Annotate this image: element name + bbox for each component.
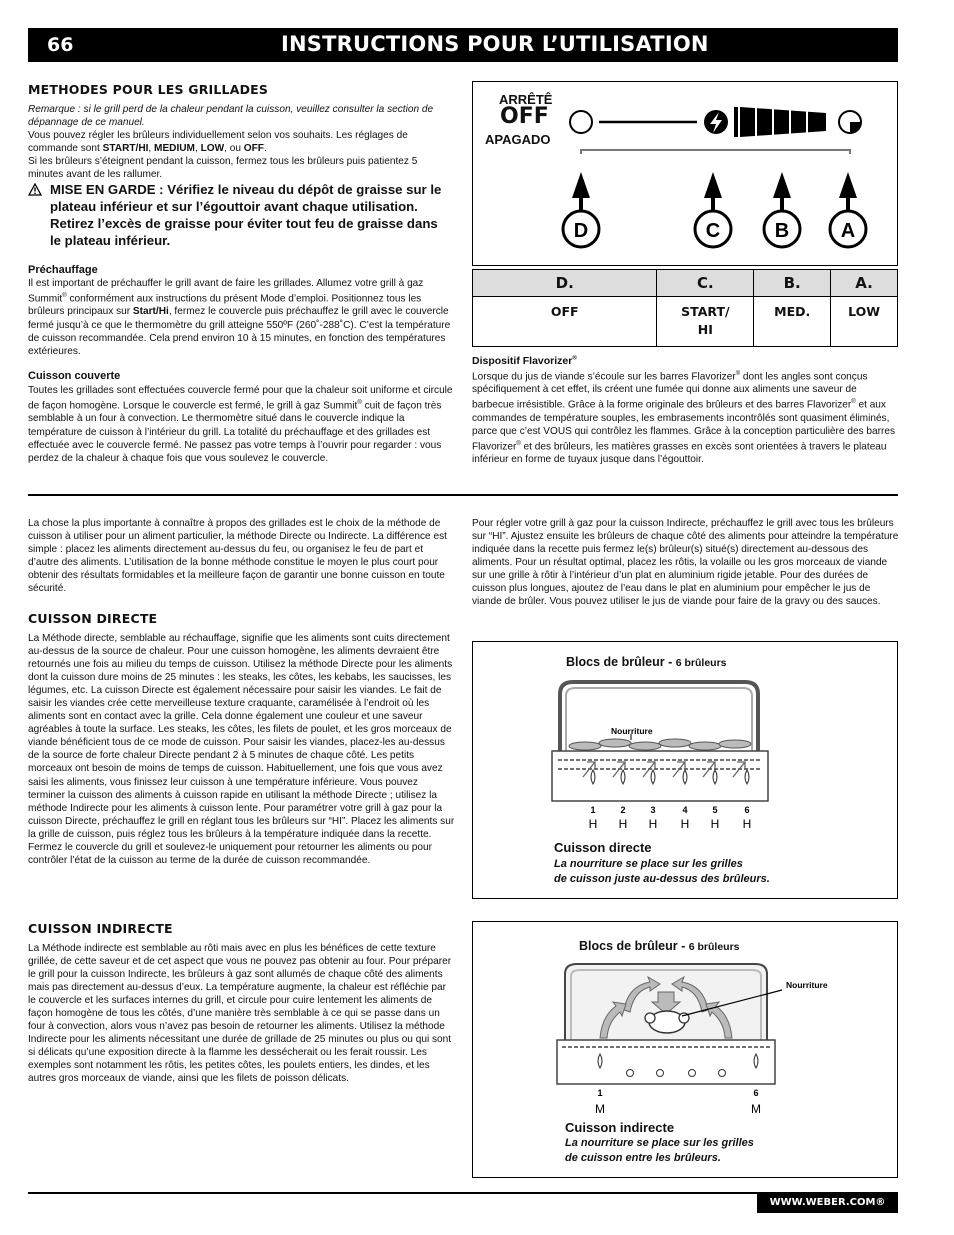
indirect-caption-text: La nourriture se place sur les grilles de cuisson entre les brûleurs. [565, 1137, 754, 1164]
indirect-cooking-heading: CUISSON INDIRECTE [28, 921, 173, 936]
warning-icon [28, 183, 42, 196]
page-title: INSTRUCTIONS POUR L’UTILISATION [281, 32, 709, 56]
direct-cooking-heading: CUISSON DIRECTE [28, 611, 158, 626]
burner-number: 3 [650, 805, 656, 815]
col-c: C. [657, 270, 754, 297]
low-setting-icon [839, 111, 861, 133]
value-b: MED. [754, 297, 831, 347]
preheat-text: Il est important de préchauffer le grill avant de faire les grillades. Allumez votre grill à gaz Summit® conformément aux instructions du présent Mode d’emploi. Positionnez tous les brûleurs principaux sur Start/Hi, fermez le couvercle puis préchauffez le grill avec le couvercle fermé jusqu’à ce que le thermomètre du grill atteigne 550ºF (260˚-288˚C). C’est la température de cuisson recommandée. Cela prend environ 10 à 15 minutes, en fonction des températures extérieures. [28, 278, 451, 357]
knob-label-a: A [840, 220, 856, 242]
burner-setting: H [588, 817, 598, 831]
burner-setting: H [742, 817, 752, 831]
indirect-food-label: Nourriture [786, 980, 828, 990]
arrete-label: ARRÊTÊ [499, 92, 553, 107]
section-divider [28, 494, 898, 496]
value-d: OFF [473, 297, 657, 347]
heat-loss-note: Remarque : si le grill perd de la chaleur pendant la cuisson, veuillez consulter la section de dépannage de ce manuel. [28, 104, 434, 129]
apagado-label: APAGADO [485, 132, 551, 147]
col-d: D. [473, 270, 657, 297]
page-number: 66 [47, 34, 74, 56]
knob-label-b: B [774, 220, 790, 242]
website-link[interactable]: WWW.WEBER.COM® [757, 1193, 898, 1213]
knob-label-c: C [705, 220, 721, 242]
burner-setting: M [751, 1102, 761, 1116]
settings-table-header [473, 270, 898, 297]
burner-setting: M [595, 1102, 605, 1116]
direct-diagram-title: Blocs de brûleur - 6 brûleurs [566, 655, 727, 669]
grease-warning: MISE EN GARDE : Vérifiez le niveau du dépôt de graisse sur le plateau inférieur et sur l’égouttoir avant chaque utilisation. Retirez l’excès de graisse pour éviter tout feu de graisse dans le plateau inférieur. [50, 182, 442, 248]
direct-grill-illustration [545, 676, 775, 832]
settings-table [472, 269, 898, 347]
direct-food-label: Nourriture [611, 726, 653, 736]
burner-number: 5 [712, 805, 718, 815]
indirect-diagram-title: Blocs de brûleur - 6 brûleurs [579, 939, 740, 953]
indirect-caption-title: Cuisson indirecte [565, 1120, 675, 1135]
preheat-heading: Préchauffage [28, 264, 98, 276]
burner-number: 4 [682, 805, 688, 815]
settings-table-row [473, 297, 898, 347]
col-a: A. [831, 270, 898, 297]
burner-setting: H [648, 817, 658, 831]
indirect-cooking-text: La Méthode indirecte est semblable au rôti mais avec en plus les bénéfices de cette texture grillée, de cette saveur et de cet aspect que vous ne pouvez pas obtenir au four. Pour préparer le grill pour la cuisson Indirecte, les brûleurs à gaz sont allumés de chaque côté des aliments mais pas directement au-dessus d’eux. La température augmente, la chaleur est réfléchie par le couvercle et les surfaces internes du grill, et circule pour cuire lentement les aliments de façon homogène de tous les côtés, d’une manière très semblable à ce qui se passe dans un four à convection, alors vous n’avez pas besoin de retourner les aliments. Utilisez la méthode Indirecte pour les aliments nécessitant une durée de grillade de 25 minutes ou plus ou qui sont si délicats qu’une exposition directe à la flamme les dessécherait ou les ferait roussir. Les exemples sont notamment les rôtis, les petites côtes, les poulets entiers, les dindes, et les autres gros morceaux de viande, ainsi que les filets de poisson délicats. [28, 943, 452, 1085]
direct-cooking-text: La Méthode directe, semblable au réchauffage, signifie que les aliments sont cuits directement au-dessus de la source de chaleur. Pour une cuisson homogène, les aliments devraient être retournés une fois au milieu du temps de cuisson. Utilisez la méthode Directe pour les aliments dont la cuisson dure moins de 25 minutes : les steaks, les côtes, les kebabs, les saucisses, les légumes, etc. La cuisson Directe est également nécessaire pour saisir les viandes. Le fait de saisir les viandes crée cette merveilleuse texture craquante, caramélisée à l’endroit où les aliments sont en contact avec la grille. Cela donne également une couleur et une saveur agréables à toute la surface. Les steaks, les côtes, les filets de poulet, et les gros morceaux de viande bénéficient tous de ce mode de cuisson. Pour saisir les viandes, placez-les au-dessus de la source de forte chaleur Directe pendant 2 à 5 minutes de chaque côté. Les petits morceaux ont besoin de moins de temps de cuisson. Habituellement, une fois que vous avez saisi les aliments, vous finissez leur cuisson à une température inférieure. Vous pouvez terminer la cuisson des aliments à cuisson rapide en utilisant la méthode Directe ; utilisez la méthode Indirecte pour les aliments à cuisson lente. Pour paramétrer votre grill à gaz pour la cuisson Directe, préchauffez le grill en réglant tous les brûleurs sur “HI”. Placez les aliments sur la grille de cuisson, puis réglez tous les brûleurs à la température indiquée dans la recette. Fermez le couvercle du grill et soulevez-le uniquement pour retourner les aliments ou pour contrôler l’état de la cuisson au terme de la durée de cuisson recommandée. [28, 633, 455, 866]
indirect-grill-illustration [550, 960, 850, 1120]
covered-cooking-text: Toutes les grillades sont effectuées couvercle fermé pour que la chaleur soit uniforme et circule de façon homogène. Lorsque le couvercle est fermé, le grill à gaz Summit® cuit de façon très semblable à un four à convection. Le thermomètre situé dans le couvercle indique la température de cuisson à l’intérieur du grill. La totalité du préchauffage et des grillades est effectuée avec le couvercle fermé. Ne passez pas votre temps à l’ouvrir pour regarder : vous perdez de la chaleur à chaque fois que vous soulevez le couvercle. [28, 385, 453, 464]
off-circle-icon [570, 111, 592, 133]
ignition-icon [704, 110, 728, 134]
burner-setting: H [680, 817, 690, 831]
burner-setting: H [618, 817, 628, 831]
cooking-method-intro: La chose la plus importante à connaître à propos des grillades est le choix de la méthode de cuisson à utiliser pour un aliment particulier, la méthode Directe ou Indirecte. La différence est simple : placez les aliments directement au-dessus du feu, ou organisez le feu de part et d’autre des aliments. L’utilisation de la bonne méthode constitue le moyen le plus court pour obtenir des résultats formidables et la meilleure façon de garantir une bonne cuisson en toute sécurité. [28, 518, 447, 595]
burner-number: 1 [597, 1088, 603, 1098]
burner-out-paragraph: Si les brûleurs s’éteignent pendant la cuisson, fermez tous les brûleurs puis patientez 5 minutes avant de les rallumer. [28, 156, 418, 181]
grill-methods-heading: METHODES POUR LES GRILLADES [28, 82, 269, 97]
burner-number: 6 [744, 805, 750, 815]
flame-scale-icon [734, 106, 826, 138]
burner-number: 6 [753, 1088, 759, 1098]
burner-setting: H [710, 817, 720, 831]
flavorizer-heading: Dispositif Flavorizer® [472, 355, 577, 367]
value-a: LOW [831, 297, 898, 347]
burner-number: 2 [620, 805, 626, 815]
knob-scale [472, 81, 898, 266]
burner-settings-paragraph: Vous pouvez régler les brûleurs individuellement selon vos souhaits. Les réglages de commande sont START/HI, MEDIUM, LOW, ou OFF. [28, 130, 408, 155]
indirect-setup-text: Pour régler votre grill à gaz pour la cuisson Indirecte, préchauffez le grill avec tous les brûleurs sur “HI”. Ajustez ensuite les brûleurs de chaque côté des aliments pour atteindre la température indiquée dans la recette puis fermez le(s) brûleur(s) situé(s) directement au-dessous des aliments. Pour un résultat optimal, placez les rôtis, la volaille ou les gros morceaux de viande sur une grille à rôtir à l’intérieur d’un plat en aluminium rigide jetable. Pour des durées de cuisson plus longues, ajoutez de l’eau dans le plat en aluminium pour empêcher le jus de viande de brûler. Vous pouvez utiliser le jus de viande pour faire de la gravy ou des sauces. [472, 518, 899, 608]
page-header [28, 28, 898, 62]
direct-caption-title: Cuisson directe [554, 840, 652, 855]
burner-number: 1 [590, 805, 596, 815]
knob-label-d: D [573, 220, 589, 242]
flavorizer-text: Lorsque du jus de viande s’écoule sur les barres Flavorizer® dont les angles sont conçus spécifiquement à cet effet, ils créent une fumée qui donne aux aliments une saveur de barbecue irrésistible. Grâce à la forme originale des brûleurs et des barres Flavorizer® et aux commandes de température souples, les embrasements incontrôlés sont quasiment éliminés, parce que c’est VOUS qui contrôlez les flammes. Grâce à la conception particulière des barres Flavorizer® et des brûleurs, les matières grasses en excès sont orientées à travers le plateau inférieur en forme de tuyaux jusque dans l’égouttoir. [472, 371, 896, 466]
value-c: START/ HI [657, 297, 754, 347]
food-steaks-icon [569, 739, 751, 750]
off-label: OFF [500, 104, 549, 129]
col-b: B. [754, 270, 831, 297]
direct-caption-text: La nourriture se place sur les grilles de cuisson juste au-dessus des brûleurs. [554, 858, 770, 885]
covered-cooking-heading: Cuisson couverte [28, 370, 121, 382]
